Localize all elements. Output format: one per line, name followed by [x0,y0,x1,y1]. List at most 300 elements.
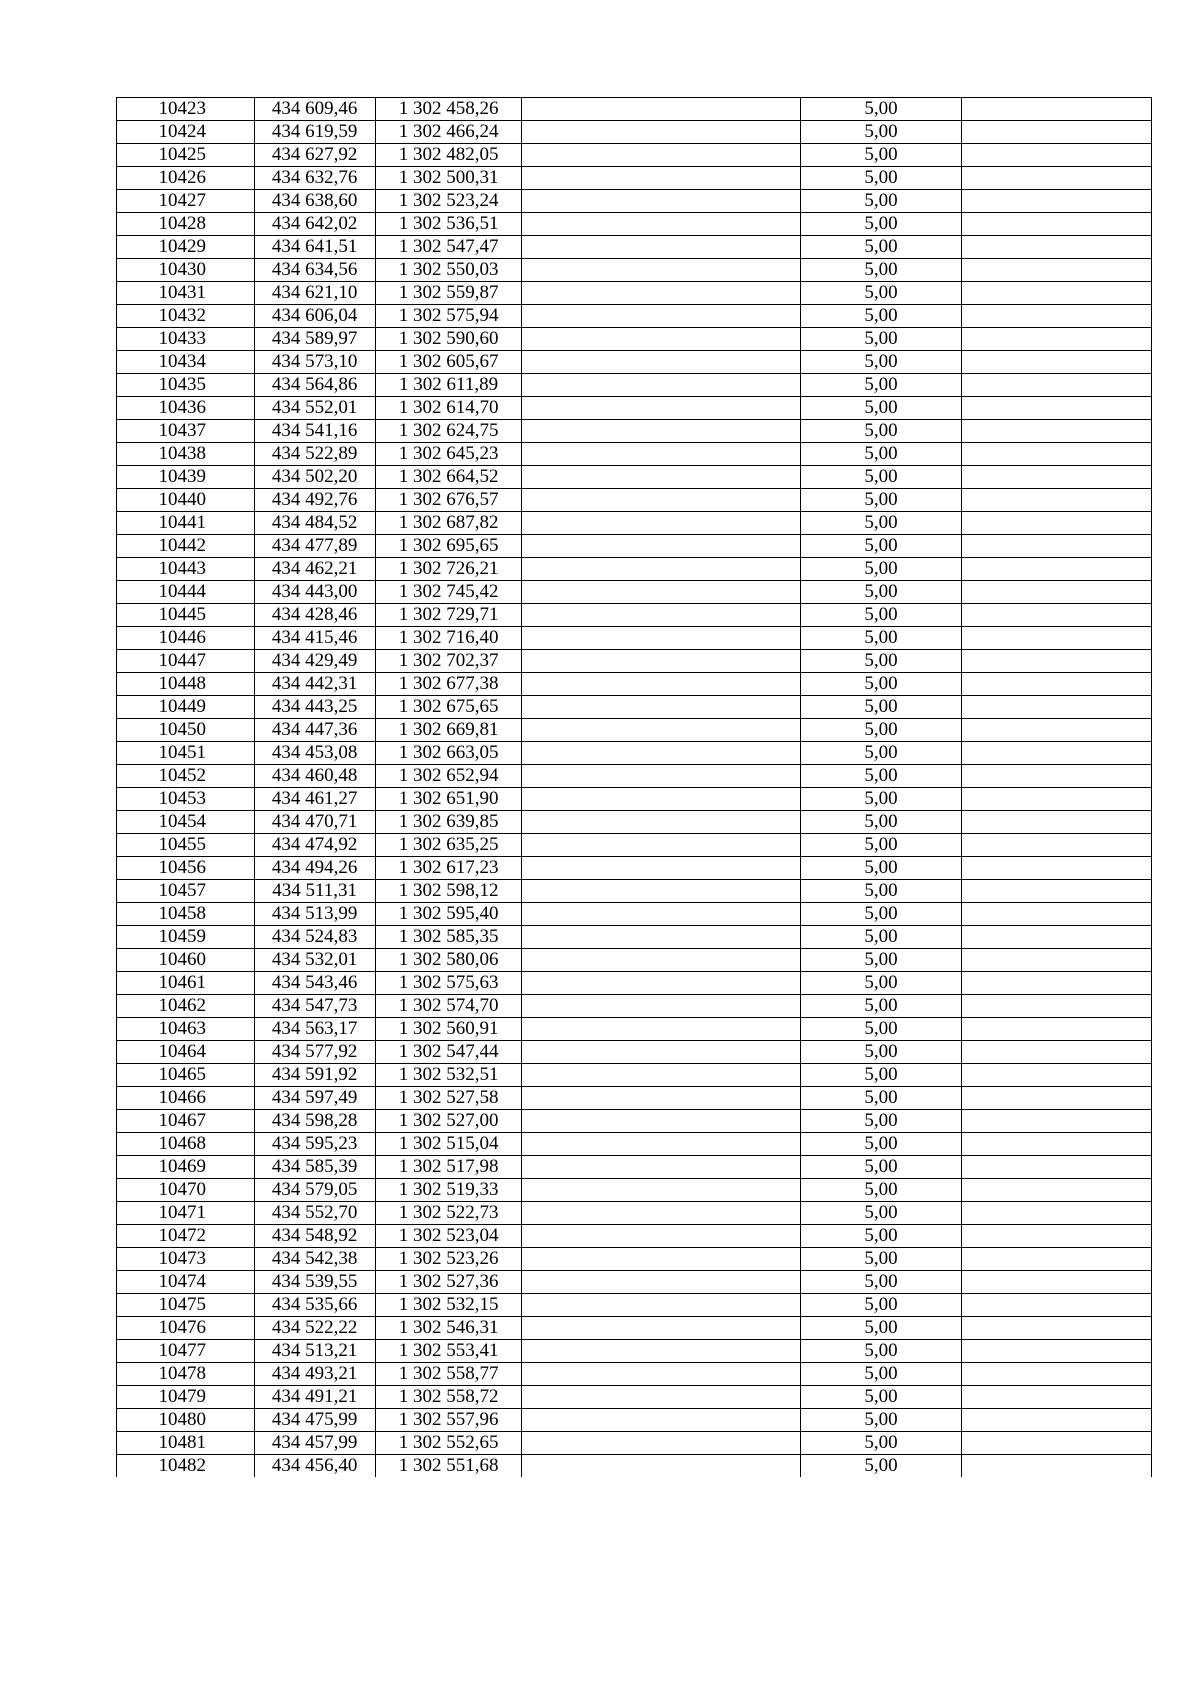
empty-cell [962,443,1152,466]
empty-cell [522,650,800,673]
y-coordinate-cell: 1 302 695,65 [375,535,522,558]
accuracy-cell: 5,00 [800,1156,962,1179]
accuracy-cell: 5,00 [800,1386,962,1409]
empty-cell [962,673,1152,696]
empty-cell [962,1156,1152,1179]
x-coordinate-cell: 434 597,49 [254,1087,375,1110]
empty-cell [962,903,1152,926]
x-coordinate-cell: 434 589,97 [254,328,375,351]
y-coordinate-cell: 1 302 558,77 [375,1363,522,1386]
table-row [117,535,1152,558]
x-coordinate-cell: 434 548,92 [254,1225,375,1248]
point-number-cell: 10477 [117,1340,255,1363]
accuracy-cell: 5,00 [800,673,962,696]
empty-cell [962,857,1152,880]
x-coordinate-cell: 434 585,39 [254,1156,375,1179]
x-coordinate-cell: 434 638,60 [254,190,375,213]
x-coordinate-cell: 434 522,22 [254,1317,375,1340]
accuracy-cell: 5,00 [800,604,962,627]
y-coordinate-cell: 1 302 527,36 [375,1271,522,1294]
point-number-cell: 10473 [117,1248,255,1271]
empty-cell [522,1018,800,1041]
empty-cell [522,1294,800,1317]
empty-cell [522,1225,800,1248]
empty-cell [962,1455,1152,1478]
accuracy-cell: 5,00 [800,489,962,512]
table-row [117,581,1152,604]
point-number-cell: 10435 [117,374,255,397]
y-coordinate-cell: 1 302 559,87 [375,282,522,305]
point-number-cell: 10470 [117,1179,255,1202]
accuracy-cell: 5,00 [800,420,962,443]
empty-cell [962,696,1152,719]
empty-cell [962,788,1152,811]
empty-cell [522,972,800,995]
point-number-cell: 10462 [117,995,255,1018]
empty-cell [962,1064,1152,1087]
x-coordinate-cell: 434 475,99 [254,1409,375,1432]
accuracy-cell: 5,00 [800,213,962,236]
accuracy-cell: 5,00 [800,581,962,604]
y-coordinate-cell: 1 302 517,98 [375,1156,522,1179]
empty-cell [962,213,1152,236]
y-coordinate-cell: 1 302 664,52 [375,466,522,489]
y-coordinate-cell: 1 302 575,63 [375,972,522,995]
empty-cell [522,489,800,512]
y-coordinate-cell: 1 302 536,51 [375,213,522,236]
y-coordinate-cell: 1 302 532,51 [375,1064,522,1087]
y-coordinate-cell: 1 302 515,04 [375,1133,522,1156]
empty-cell [962,1018,1152,1041]
empty-cell [522,742,800,765]
empty-cell [522,512,800,535]
table-row [117,420,1152,443]
x-coordinate-cell: 434 522,89 [254,443,375,466]
point-number-cell: 10461 [117,972,255,995]
empty-cell [962,604,1152,627]
empty-cell [522,696,800,719]
point-number-cell: 10440 [117,489,255,512]
empty-cell [522,466,800,489]
x-coordinate-cell: 434 552,01 [254,397,375,420]
accuracy-cell: 5,00 [800,1271,962,1294]
accuracy-cell: 5,00 [800,328,962,351]
empty-cell [962,1179,1152,1202]
x-coordinate-cell: 434 547,73 [254,995,375,1018]
x-coordinate-cell: 434 535,66 [254,1294,375,1317]
table-row [117,811,1152,834]
x-coordinate-cell: 434 470,71 [254,811,375,834]
y-coordinate-cell: 1 302 551,68 [375,1455,522,1478]
empty-cell [962,420,1152,443]
point-number-cell: 10482 [117,1455,255,1478]
table-row [117,374,1152,397]
empty-cell [522,1386,800,1409]
accuracy-cell: 5,00 [800,1363,962,1386]
table-row [117,926,1152,949]
empty-cell [522,719,800,742]
x-coordinate-cell: 434 541,16 [254,420,375,443]
point-number-cell: 10463 [117,1018,255,1041]
point-number-cell: 10453 [117,788,255,811]
table-row [117,443,1152,466]
point-number-cell: 10450 [117,719,255,742]
table-row [117,1340,1152,1363]
y-coordinate-cell: 1 302 553,41 [375,1340,522,1363]
empty-cell [962,1432,1152,1455]
empty-cell [962,811,1152,834]
coordinates-table [116,97,1152,1477]
empty-cell [962,1041,1152,1064]
empty-cell [962,742,1152,765]
empty-cell [522,1432,800,1455]
point-number-cell: 10469 [117,1156,255,1179]
point-number-cell: 10438 [117,443,255,466]
table-row [117,719,1152,742]
y-coordinate-cell: 1 302 547,47 [375,236,522,259]
empty-cell [522,811,800,834]
empty-cell [962,489,1152,512]
point-number-cell: 10452 [117,765,255,788]
accuracy-cell: 5,00 [800,650,962,673]
table-row [117,1018,1152,1041]
empty-cell [962,144,1152,167]
empty-cell [522,1409,800,1432]
y-coordinate-cell: 1 302 595,40 [375,903,522,926]
accuracy-cell: 5,00 [800,466,962,489]
table-row [117,765,1152,788]
point-number-cell: 10475 [117,1294,255,1317]
accuracy-cell: 5,00 [800,1064,962,1087]
point-number-cell: 10476 [117,1317,255,1340]
accuracy-cell: 5,00 [800,1018,962,1041]
y-coordinate-cell: 1 302 558,72 [375,1386,522,1409]
empty-cell [962,121,1152,144]
y-coordinate-cell: 1 302 617,23 [375,857,522,880]
y-coordinate-cell: 1 302 550,03 [375,259,522,282]
empty-cell [962,1248,1152,1271]
empty-cell [522,765,800,788]
empty-cell [962,1386,1152,1409]
x-coordinate-cell: 434 429,49 [254,650,375,673]
accuracy-cell: 5,00 [800,811,962,834]
accuracy-cell: 5,00 [800,1202,962,1225]
empty-cell [522,374,800,397]
point-number-cell: 10444 [117,581,255,604]
point-number-cell: 10437 [117,420,255,443]
y-coordinate-cell: 1 302 676,57 [375,489,522,512]
y-coordinate-cell: 1 302 500,31 [375,167,522,190]
table-row [117,282,1152,305]
table-row [117,1041,1152,1064]
accuracy-cell: 5,00 [800,627,962,650]
table-row [117,1432,1152,1455]
x-coordinate-cell: 434 443,00 [254,581,375,604]
y-coordinate-cell: 1 302 663,05 [375,742,522,765]
empty-cell [522,1133,800,1156]
y-coordinate-cell: 1 302 527,58 [375,1087,522,1110]
y-coordinate-cell: 1 302 466,24 [375,121,522,144]
point-number-cell: 10458 [117,903,255,926]
x-coordinate-cell: 434 513,99 [254,903,375,926]
x-coordinate-cell: 434 443,25 [254,696,375,719]
point-number-cell: 10434 [117,351,255,374]
x-coordinate-cell: 434 492,76 [254,489,375,512]
table-row [117,903,1152,926]
empty-cell [962,259,1152,282]
x-coordinate-cell: 434 564,86 [254,374,375,397]
x-coordinate-cell: 434 453,08 [254,742,375,765]
accuracy-cell: 5,00 [800,903,962,926]
point-number-cell: 10472 [117,1225,255,1248]
empty-cell [522,1248,800,1271]
y-coordinate-cell: 1 302 519,33 [375,1179,522,1202]
accuracy-cell: 5,00 [800,443,962,466]
empty-cell [962,535,1152,558]
empty-cell [522,190,800,213]
point-number-cell: 10448 [117,673,255,696]
empty-cell [962,167,1152,190]
table-row [117,995,1152,1018]
y-coordinate-cell: 1 302 669,81 [375,719,522,742]
y-coordinate-cell: 1 302 652,94 [375,765,522,788]
accuracy-cell: 5,00 [800,374,962,397]
empty-cell [962,1133,1152,1156]
empty-cell [522,903,800,926]
y-coordinate-cell: 1 302 575,94 [375,305,522,328]
empty-cell [522,1110,800,1133]
y-coordinate-cell: 1 302 523,26 [375,1248,522,1271]
x-coordinate-cell: 434 595,23 [254,1133,375,1156]
accuracy-cell: 5,00 [800,144,962,167]
y-coordinate-cell: 1 302 745,42 [375,581,522,604]
table-row [117,1110,1152,1133]
accuracy-cell: 5,00 [800,765,962,788]
point-number-cell: 10464 [117,1041,255,1064]
empty-cell [962,1225,1152,1248]
accuracy-cell: 5,00 [800,1317,962,1340]
x-coordinate-cell: 434 641,51 [254,236,375,259]
empty-cell [522,880,800,903]
point-number-cell: 10427 [117,190,255,213]
accuracy-cell: 5,00 [800,236,962,259]
x-coordinate-cell: 434 415,46 [254,627,375,650]
empty-cell [522,581,800,604]
empty-cell [522,857,800,880]
table-row [117,880,1152,903]
x-coordinate-cell: 434 634,56 [254,259,375,282]
empty-cell [522,535,800,558]
empty-cell [522,1064,800,1087]
empty-cell [522,213,800,236]
empty-cell [522,926,800,949]
y-coordinate-cell: 1 302 611,89 [375,374,522,397]
empty-cell [522,1340,800,1363]
point-number-cell: 10431 [117,282,255,305]
empty-cell [962,581,1152,604]
empty-cell [522,673,800,696]
table-row [117,351,1152,374]
empty-cell [962,351,1152,374]
table-row [117,1225,1152,1248]
point-number-cell: 10466 [117,1087,255,1110]
point-number-cell: 10454 [117,811,255,834]
table-row [117,834,1152,857]
table-row [117,1363,1152,1386]
y-coordinate-cell: 1 302 729,71 [375,604,522,627]
empty-cell [522,121,800,144]
y-coordinate-cell: 1 302 523,24 [375,190,522,213]
x-coordinate-cell: 434 619,59 [254,121,375,144]
point-number-cell: 10429 [117,236,255,259]
empty-cell [962,466,1152,489]
empty-cell [962,719,1152,742]
y-coordinate-cell: 1 302 635,25 [375,834,522,857]
table-row [117,949,1152,972]
empty-cell [962,1363,1152,1386]
empty-cell [522,420,800,443]
table-row [117,1455,1152,1478]
x-coordinate-cell: 434 447,36 [254,719,375,742]
empty-cell [962,1271,1152,1294]
x-coordinate-cell: 434 502,20 [254,466,375,489]
empty-cell [522,98,800,121]
accuracy-cell: 5,00 [800,696,962,719]
accuracy-cell: 5,00 [800,1179,962,1202]
empty-cell [522,144,800,167]
x-coordinate-cell: 434 609,46 [254,98,375,121]
empty-cell [522,1455,800,1478]
empty-cell [962,1317,1152,1340]
point-number-cell: 10445 [117,604,255,627]
empty-cell [522,627,800,650]
point-number-cell: 10451 [117,742,255,765]
empty-cell [962,558,1152,581]
empty-cell [522,397,800,420]
table-row [117,857,1152,880]
accuracy-cell: 5,00 [800,1340,962,1363]
empty-cell [522,328,800,351]
point-number-cell: 10474 [117,1271,255,1294]
accuracy-cell: 5,00 [800,190,962,213]
point-number-cell: 10449 [117,696,255,719]
x-coordinate-cell: 434 461,27 [254,788,375,811]
point-number-cell: 10481 [117,1432,255,1455]
y-coordinate-cell: 1 302 527,00 [375,1110,522,1133]
empty-cell [962,880,1152,903]
table-row [117,627,1152,650]
y-coordinate-cell: 1 302 458,26 [375,98,522,121]
table-row [117,167,1152,190]
table-row [117,1317,1152,1340]
table-row [117,558,1152,581]
x-coordinate-cell: 434 539,55 [254,1271,375,1294]
point-number-cell: 10457 [117,880,255,903]
point-number-cell: 10478 [117,1363,255,1386]
table-row [117,305,1152,328]
x-coordinate-cell: 434 621,10 [254,282,375,305]
empty-cell [522,788,800,811]
x-coordinate-cell: 434 524,83 [254,926,375,949]
y-coordinate-cell: 1 302 585,35 [375,926,522,949]
table-row [117,1133,1152,1156]
empty-cell [962,236,1152,259]
empty-cell [962,305,1152,328]
x-coordinate-cell: 434 442,31 [254,673,375,696]
x-coordinate-cell: 434 598,28 [254,1110,375,1133]
empty-cell [522,558,800,581]
point-number-cell: 10426 [117,167,255,190]
accuracy-cell: 5,00 [800,282,962,305]
x-coordinate-cell: 434 632,76 [254,167,375,190]
accuracy-cell: 5,00 [800,1225,962,1248]
y-coordinate-cell: 1 302 546,31 [375,1317,522,1340]
empty-cell [962,1202,1152,1225]
table-row [117,1156,1152,1179]
empty-cell [522,167,800,190]
empty-cell [522,305,800,328]
empty-cell [962,995,1152,1018]
y-coordinate-cell: 1 302 580,06 [375,949,522,972]
empty-cell [962,397,1152,420]
point-number-cell: 10432 [117,305,255,328]
x-coordinate-cell: 434 477,89 [254,535,375,558]
x-coordinate-cell: 434 532,01 [254,949,375,972]
y-coordinate-cell: 1 302 687,82 [375,512,522,535]
point-number-cell: 10467 [117,1110,255,1133]
x-coordinate-cell: 434 627,92 [254,144,375,167]
empty-cell [522,282,800,305]
point-number-cell: 10465 [117,1064,255,1087]
accuracy-cell: 5,00 [800,995,962,1018]
x-coordinate-cell: 434 543,46 [254,972,375,995]
table-row [117,1202,1152,1225]
table-row [117,489,1152,512]
empty-cell [962,972,1152,995]
empty-cell [962,1294,1152,1317]
y-coordinate-cell: 1 302 482,05 [375,144,522,167]
point-number-cell: 10480 [117,1409,255,1432]
x-coordinate-cell: 434 591,92 [254,1064,375,1087]
point-number-cell: 10479 [117,1386,255,1409]
point-number-cell: 10455 [117,834,255,857]
point-number-cell: 10447 [117,650,255,673]
point-number-cell: 10442 [117,535,255,558]
empty-cell [962,328,1152,351]
accuracy-cell: 5,00 [800,512,962,535]
table-row [117,121,1152,144]
x-coordinate-cell: 434 563,17 [254,1018,375,1041]
accuracy-cell: 5,00 [800,121,962,144]
y-coordinate-cell: 1 302 532,15 [375,1294,522,1317]
point-number-cell: 10436 [117,397,255,420]
point-number-cell: 10456 [117,857,255,880]
accuracy-cell: 5,00 [800,98,962,121]
x-coordinate-cell: 434 579,05 [254,1179,375,1202]
x-coordinate-cell: 434 428,46 [254,604,375,627]
empty-cell [522,443,800,466]
x-coordinate-cell: 434 456,40 [254,1455,375,1478]
empty-cell [522,995,800,1018]
y-coordinate-cell: 1 302 651,90 [375,788,522,811]
y-coordinate-cell: 1 302 560,91 [375,1018,522,1041]
table-row [117,1248,1152,1271]
x-coordinate-cell: 434 462,21 [254,558,375,581]
table-row [117,98,1152,121]
accuracy-cell: 5,00 [800,742,962,765]
accuracy-cell: 5,00 [800,1432,962,1455]
table-row [117,397,1152,420]
